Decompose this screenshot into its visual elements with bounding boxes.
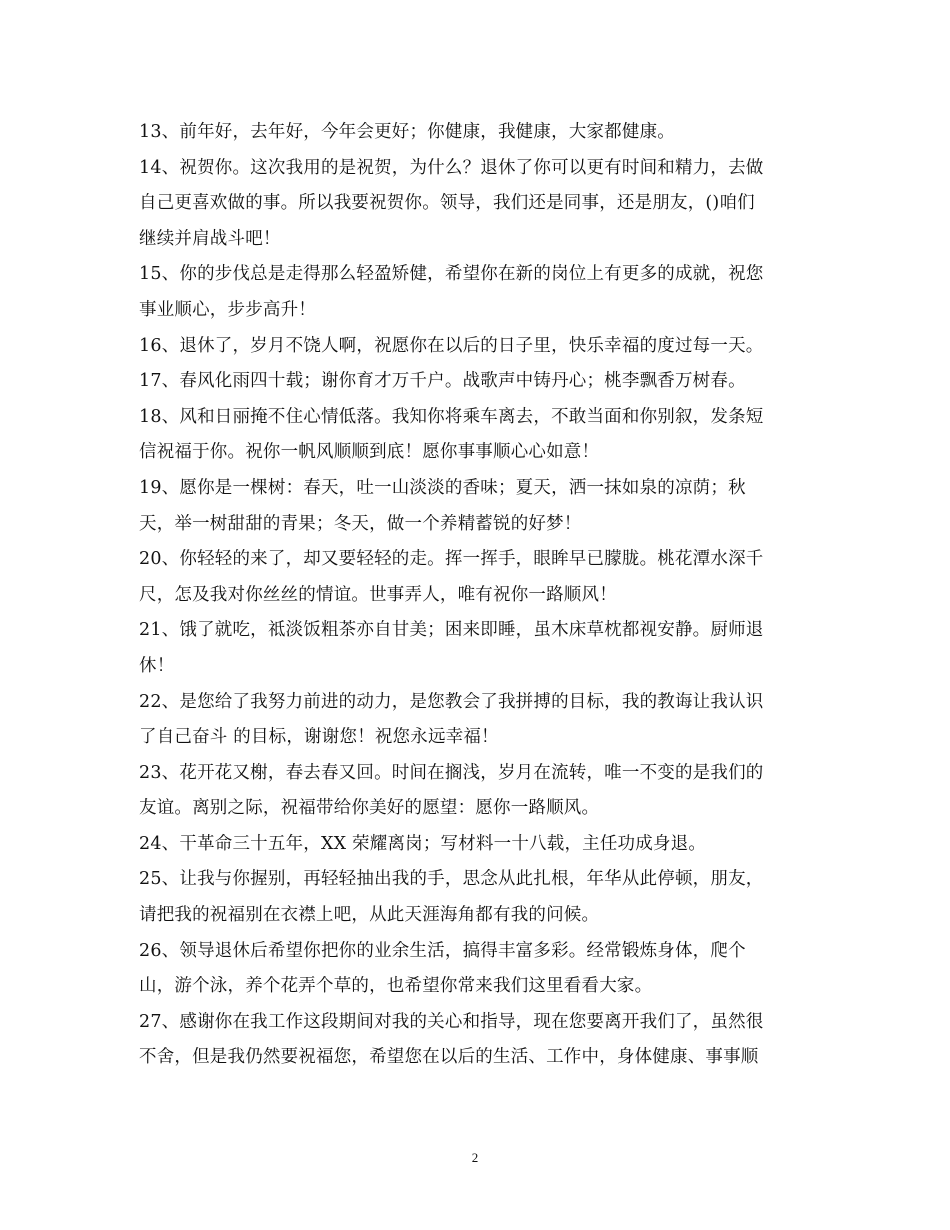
text-line: 22、是您给了我努力前进的动力，是您教会了我拼搏的目标，我的教诲让我认识 xyxy=(139,691,764,712)
text-line: 不舍，但是我仍然要祝福您，希望您在以后的生活、工作中，身体健康、事事顺 xyxy=(139,1047,759,1068)
text-line: 山，游个泳，养个花弄个草的，也希望你常来我们这里看看大家。 xyxy=(139,976,653,997)
document-body xyxy=(139,115,809,1076)
text-line: 天，举一树甜甜的青果；冬天，做一个养精蓄锐的好梦！ xyxy=(139,513,582,534)
text-line: 19、愿你是一棵树：春天，吐一山淡淡的香味；夏天，洒一抹如泉的凉荫；秋 xyxy=(139,477,746,498)
text-line: 了自己奋斗 的目标，谢谢您！祝您永远幸福！ xyxy=(139,727,499,748)
page-number: 2 xyxy=(471,1150,479,1165)
text-line: 17、春风化雨四十载；谢你育才万千户。战歌声中铸丹心；桃李飘香万树春。 xyxy=(139,371,746,392)
text-line: 休！ xyxy=(139,655,175,676)
text-line: 13、前年好，去年好，今年会更好；你健康，我健康，大家都健康。 xyxy=(139,122,675,142)
text-line: 16、退休了，岁月不饶人啊，祝愿你在以后的日子里，快乐幸福的度过每一天。 xyxy=(139,335,764,356)
text-line: 26、领导退休后希望你把你的业余生活，搞得丰富多彩。经常锻炼身体，爬个 xyxy=(139,940,746,961)
text-line: 27、感谢你在我工作这段期间对我的关心和指导，现在您要离开我们了，虽然很 xyxy=(139,1011,764,1032)
text-line: 20、你轻轻的来了，却又要轻轻的走。挥一挥手，眼眸早已朦胧。桃花潭水深千 xyxy=(139,549,764,570)
text-line: 自己更喜欢做的事。所以我要祝贺你。领导，我们还是同事，还是朋友，()咱们 xyxy=(139,193,755,214)
text-line: 信祝福于你。祝你一帆风顺顺到底！愿你事事顺心心如意！ xyxy=(139,442,600,463)
text-line: 25、让我与你握别，再轻轻抽出我的手，思念从此扎根，年华从此停顿，朋友， xyxy=(139,869,764,890)
text-line: 15、你的步伐总是走得那么轻盈矫健，希望你在新的岗位上有更多的成就，祝您 xyxy=(139,264,764,285)
text-line: 14、祝贺你。这次我用的是祝贺，为什么？退休了你可以更有时间和精力，去做 xyxy=(139,157,764,178)
text-line: 24、干革命三十五年，XX 荣耀离岗；写材料一十八载，主任功成身退。 xyxy=(139,833,707,854)
text-line: 请把我的祝福别在衣襟上吧，从此天涯海角都有我的问候。 xyxy=(139,905,600,926)
text-line: 友谊。离别之际，祝福带给你美好的愿望：愿你一路顺风。 xyxy=(139,798,600,819)
text-line: 事业顺心，步步高升！ xyxy=(139,299,316,320)
text-line: 23、花开花又榭，春去春又回。时间在搁浅，岁月在流转，唯一不变的是我们的 xyxy=(139,762,764,783)
text-line: 尺，怎及我对你丝丝的情谊。世事弄人，唯有祝你一路顺风！ xyxy=(139,584,617,605)
text-line: 21、饿了就吃，祗淡饭粗茶亦自甘美；困来即睡，虽木床草枕都视安静。厨师退 xyxy=(139,620,764,641)
text-line: 继续并肩战斗吧！ xyxy=(139,228,281,249)
text-line: 18、风和日丽掩不住心情低落。我知你将乘车离去，不敢当面和你别叙，发条短 xyxy=(139,406,764,427)
